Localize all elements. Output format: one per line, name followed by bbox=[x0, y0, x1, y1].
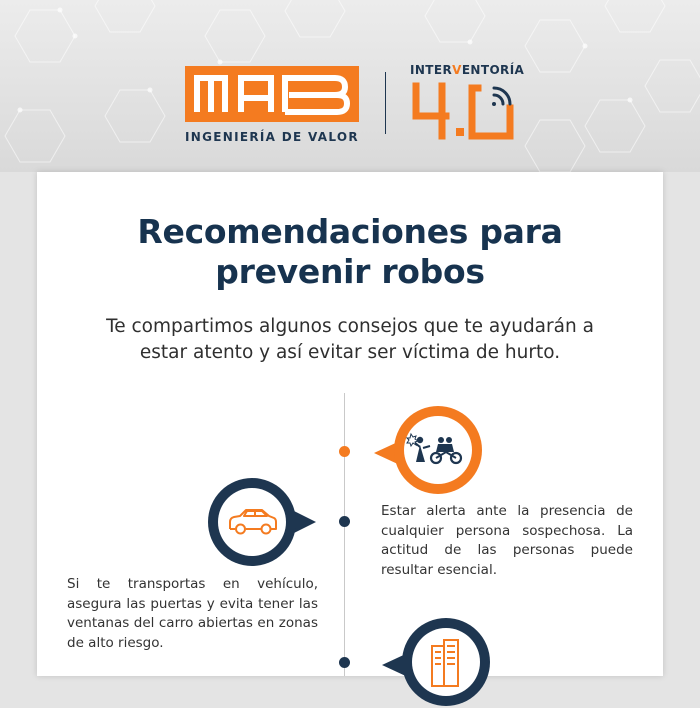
tip-bubble-navy bbox=[380, 616, 492, 708]
tip-text: Estar alerta ante la presencia de cualquier persona sospechosa. La actitud de las personas puede resultar esencial. bbox=[381, 503, 633, 578]
mab-logo bbox=[185, 66, 359, 122]
mab-tagline: INGENIERÍA DE VALOR bbox=[185, 130, 359, 144]
timeline-dot bbox=[339, 446, 350, 457]
tip-text: Si te transportas en vehículo, asegura las puertas y evita tener las ventanas del carro abiertas en zonas de alto riesgo. bbox=[67, 576, 318, 651]
logo-divider bbox=[385, 72, 386, 134]
tip-bubble-orange bbox=[372, 404, 484, 496]
timeline-dot bbox=[339, 516, 350, 527]
timeline-line bbox=[344, 393, 345, 676]
header-banner bbox=[0, 0, 700, 172]
interventoria-title: INTERVENTORÍA bbox=[410, 63, 525, 77]
interventoria-40-logo bbox=[410, 80, 518, 142]
tip-bubble-navy bbox=[206, 478, 318, 570]
intro-subtitle: Te compartimos algunos consejos que te ayudarán a estar atento y así evitar ser víctima de hurto. bbox=[106, 316, 594, 363]
page-title: Recomendaciones para prevenir robos bbox=[137, 212, 563, 291]
wifi-signal-icon bbox=[492, 88, 510, 106]
timeline-dot bbox=[339, 657, 350, 668]
